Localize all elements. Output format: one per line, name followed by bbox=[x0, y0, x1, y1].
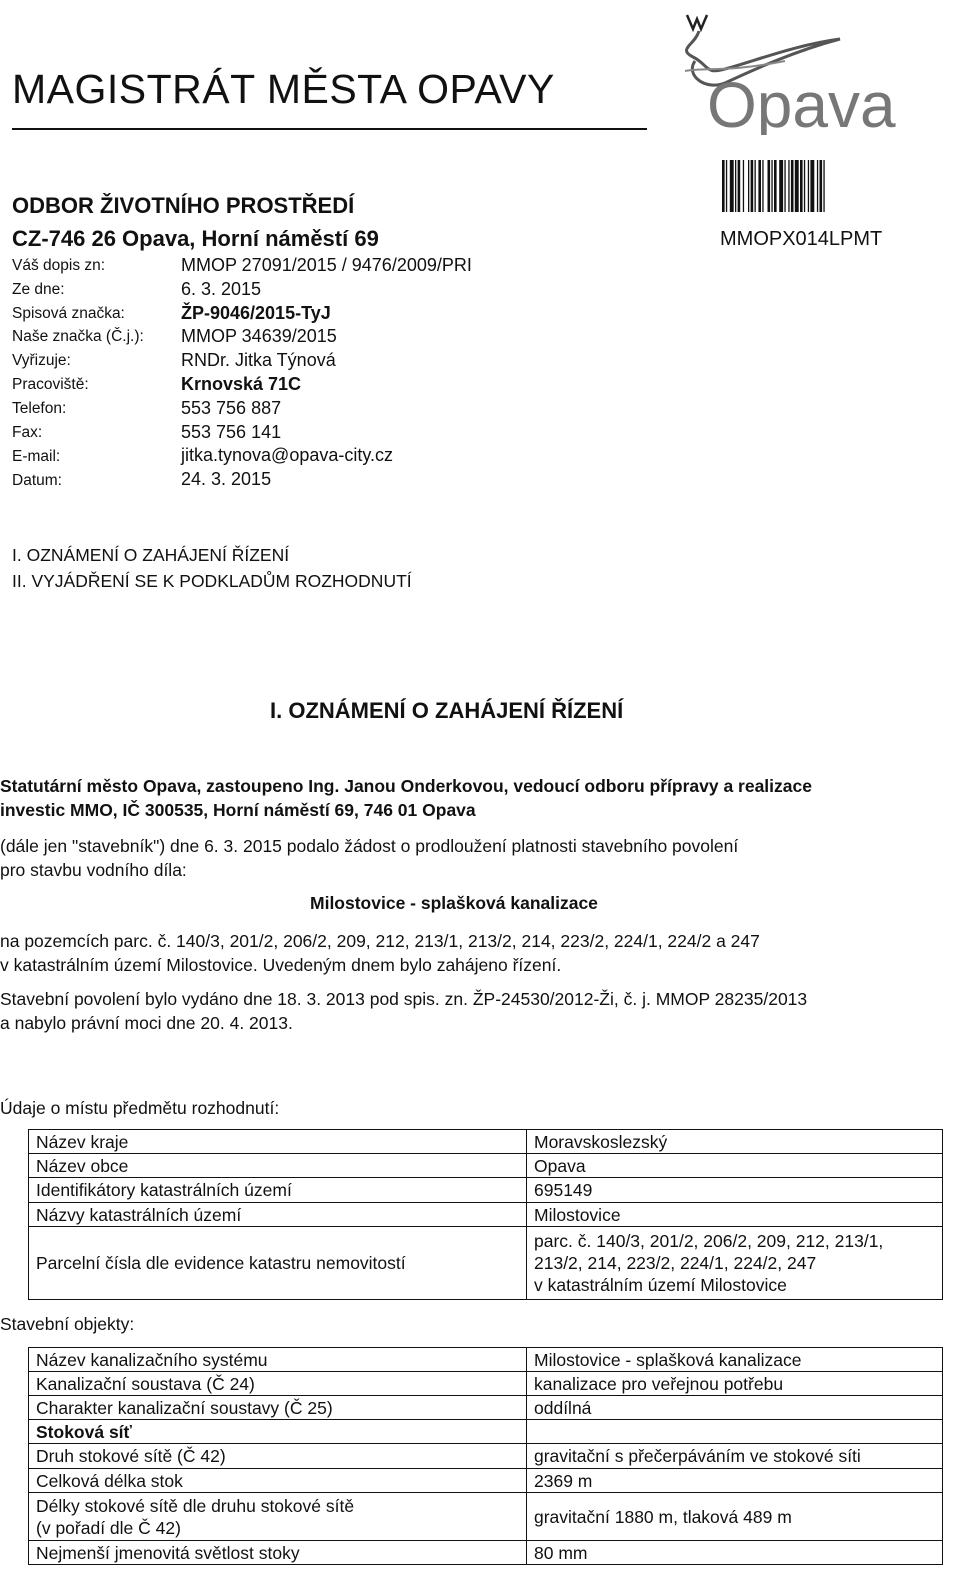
page-title: MAGISTRÁT MĚSTA OPAVY bbox=[12, 66, 555, 112]
table-cell-label: Charakter kanalizační soustavy (Č 25) bbox=[29, 1396, 527, 1420]
barcode-bar bbox=[768, 160, 771, 212]
table-cell-value: Moravskoslezský bbox=[527, 1130, 943, 1154]
meta-label: Fax: bbox=[12, 424, 43, 441]
barcode-bar bbox=[735, 160, 736, 212]
table-cell-line: parc. č. 140/3, 201/2, 206/2, 209, 212, 213/1, bbox=[534, 1231, 884, 1251]
meta-value: 24. 3. 2015 bbox=[181, 469, 272, 489]
barcode-bar bbox=[808, 160, 809, 212]
paragraph-line: Statutární město Opava, zastoupeno Ing. Janou Onderkovou, vedoucí odboru přípravy a realizace bbox=[0, 776, 812, 796]
barcode-bar bbox=[784, 160, 785, 212]
table-cell-value: Milostovice - splašková kanalizace bbox=[527, 1348, 943, 1372]
table-cell-label bbox=[29, 1493, 527, 1541]
barcode-bar bbox=[726, 160, 727, 212]
table-cell-label: Druh stokové sítě (Č 42) bbox=[29, 1444, 527, 1469]
table-cell-label: Název obce bbox=[29, 1154, 527, 1178]
department-address: CZ-746 26 Opava, Horní náměstí 69 bbox=[12, 226, 379, 251]
table-cell-value: 695149 bbox=[527, 1178, 943, 1203]
table-row bbox=[29, 1469, 943, 1493]
barcode-bar bbox=[774, 160, 777, 212]
paragraph-line: na pozemcích parc. č. 140/3, 201/2, 206/2, 209, 212, 213/1, 213/2, 214, 223/2, 224/1, 224/2 a 247 bbox=[0, 931, 760, 951]
barcode-bar bbox=[722, 160, 725, 212]
object-name: Milostovice - splašková kanalizace bbox=[310, 893, 598, 913]
table-cell-value: Opava bbox=[527, 1154, 943, 1178]
title-divider bbox=[12, 128, 647, 130]
paragraph-line: pro stavbu vodního díla: bbox=[0, 860, 187, 880]
barcode-bar bbox=[810, 160, 814, 212]
barcode-bar bbox=[800, 160, 803, 212]
barcode-bar bbox=[730, 160, 734, 212]
barcode-bar bbox=[804, 160, 805, 212]
location-heading: Údaje o místu předmětu rozhodnutí: bbox=[0, 1098, 280, 1118]
table-cell-value: Milostovice bbox=[527, 1203, 943, 1227]
table-row bbox=[29, 1154, 943, 1178]
barcode-bar bbox=[795, 160, 799, 212]
table-row bbox=[29, 1130, 943, 1154]
meta-label: Ze dne: bbox=[12, 281, 65, 298]
meta-label: Datum: bbox=[12, 472, 62, 489]
location-table bbox=[28, 1129, 943, 1300]
barcode-bar bbox=[743, 160, 744, 212]
paragraph-line: investic MMO, IČ 300535, Horní náměstí 69, 746 01 Opava bbox=[0, 800, 476, 820]
table-cell-line: v katastrálním území Milostovice bbox=[534, 1275, 787, 1295]
barcode-bar bbox=[788, 160, 789, 212]
table-cell-label: Názvy katastrálních území bbox=[29, 1203, 527, 1227]
objects-heading: Stavební objekty: bbox=[0, 1314, 135, 1334]
meta-label: Váš dopis zn: bbox=[12, 257, 106, 274]
objects-table bbox=[28, 1347, 943, 1565]
table-row bbox=[29, 1227, 943, 1300]
table-row bbox=[29, 1396, 943, 1420]
table-cell-line: 213/2, 214, 223/2, 224/1, 224/2, 247 bbox=[534, 1253, 817, 1273]
table-row bbox=[29, 1178, 943, 1203]
table-cell-label: Identifikátory katastrálních území bbox=[29, 1178, 527, 1203]
meta-label: E-mail: bbox=[12, 448, 61, 465]
table-cell-value: oddílná bbox=[527, 1396, 943, 1420]
logo-text: Opava bbox=[707, 69, 896, 135]
meta-value: MMOP 34639/2015 bbox=[181, 326, 337, 346]
paragraph-line: Stavební povolení bylo vydáno dne 18. 3. 2013 pod spis. zn. ŽP-24530/2012-Ži, č. j. MMOP 28235/2013 bbox=[0, 989, 808, 1009]
paragraph-line: v katastrálním území Milostovice. Uvedeným dnem bylo zahájeno řízení. bbox=[0, 955, 562, 975]
barcode-graphic bbox=[722, 160, 889, 220]
toc-item: I. OZNÁMENÍ O ZAHÁJENÍ ŘÍZENÍ bbox=[12, 545, 290, 565]
table-cell-label: Stoková síť bbox=[29, 1420, 527, 1444]
table-row bbox=[29, 1420, 943, 1444]
table-cell-label: Název kanalizačního systému bbox=[29, 1348, 527, 1372]
meta-label: Telefon: bbox=[12, 400, 67, 417]
barcode-bar bbox=[779, 160, 783, 212]
table-cell-label: Parcelní čísla dle evidence katastru nemovitostí bbox=[29, 1227, 527, 1300]
table-cell-value: 80 mm bbox=[527, 1541, 943, 1565]
paragraph-line: a nabylo právní moci dne 20. 4. 2013. bbox=[0, 1013, 293, 1033]
barcode-bar bbox=[791, 160, 794, 212]
table-row bbox=[29, 1203, 943, 1227]
barcode-bar bbox=[817, 160, 818, 212]
meta-value[interactable]: jitka.tynova@opava-city.cz bbox=[181, 445, 394, 465]
meta-label: Spisová značka: bbox=[12, 305, 125, 322]
table-cell-label: Kanalizační soustava (Č 24) bbox=[29, 1372, 527, 1396]
paragraph-line: (dále jen "stavebník") dne 6. 3. 2015 podalo žádost o prodloužení platnosti stavebního povolení bbox=[0, 836, 739, 856]
barcode-bar bbox=[755, 160, 756, 212]
barcode-bar bbox=[748, 160, 749, 212]
meta-value: Krnovská 71C bbox=[181, 374, 302, 394]
meta-label: Vyřizuje: bbox=[12, 352, 71, 369]
opava-logo bbox=[665, 5, 905, 135]
barcode-bar bbox=[823, 160, 824, 212]
barcode-bar bbox=[771, 160, 772, 212]
table-cell-label: Název kraje bbox=[29, 1130, 527, 1154]
table-cell-label: Nejmenší jmenovitá světlost stoky bbox=[29, 1541, 527, 1565]
toc-item: II. VYJÁDŘENÍ SE K PODKLADŮM ROZHODNUTÍ bbox=[12, 571, 412, 591]
meta-value: ŽP-9046/2015-TyJ bbox=[181, 303, 331, 323]
barcode-bar bbox=[820, 160, 823, 212]
department-name: ODBOR ŽIVOTNÍHO PROSTŘEDÍ bbox=[12, 193, 355, 218]
barcode-bar bbox=[762, 160, 763, 212]
table-cell-line: Délky stokové sítě dle druhu stokové sítě bbox=[36, 1495, 355, 1516]
table-cell-label: Celková délka stok bbox=[29, 1469, 527, 1493]
logo-graphic bbox=[665, 5, 905, 135]
meta-value: 553 756 887 bbox=[181, 398, 282, 418]
meta-value: 553 756 141 bbox=[181, 422, 282, 442]
table-cell-value: kanalizace pro veřejnou potřebu bbox=[527, 1372, 943, 1396]
barcode bbox=[722, 160, 889, 220]
meta-value: MMOP 27091/2015 / 9476/2009/PRI bbox=[181, 255, 472, 275]
table-cell-value: gravitační 1880 m, tlaková 489 m bbox=[527, 1493, 943, 1541]
table-cell-line: (v pořadí dle Č 42) bbox=[36, 1517, 181, 1538]
barcode-bar bbox=[738, 160, 741, 212]
table-row bbox=[29, 1348, 943, 1372]
section-heading: I. OZNÁMENÍ O ZAHÁJENÍ ŘÍZENÍ bbox=[270, 698, 624, 723]
barcode-bar bbox=[751, 160, 754, 212]
meta-value: RNDr. Jitka Týnová bbox=[181, 350, 336, 370]
barcode-number: MMOPX014LPMT bbox=[720, 228, 883, 250]
meta-label: Pracoviště: bbox=[12, 376, 89, 393]
table-row bbox=[29, 1444, 943, 1469]
table-row bbox=[29, 1372, 943, 1396]
table-row bbox=[29, 1493, 943, 1541]
table-cell-value: gravitační s přečerpáváním ve stokové síti bbox=[527, 1444, 943, 1469]
table-row bbox=[29, 1541, 943, 1565]
barcode-bar bbox=[758, 160, 761, 212]
table-cell-value bbox=[527, 1420, 943, 1444]
table-cell-value: 2369 m bbox=[527, 1469, 943, 1493]
meta-label: Naše značka (Č.j.): bbox=[12, 328, 144, 345]
meta-value: 6. 3. 2015 bbox=[181, 279, 262, 299]
table-cell-value bbox=[527, 1227, 943, 1300]
